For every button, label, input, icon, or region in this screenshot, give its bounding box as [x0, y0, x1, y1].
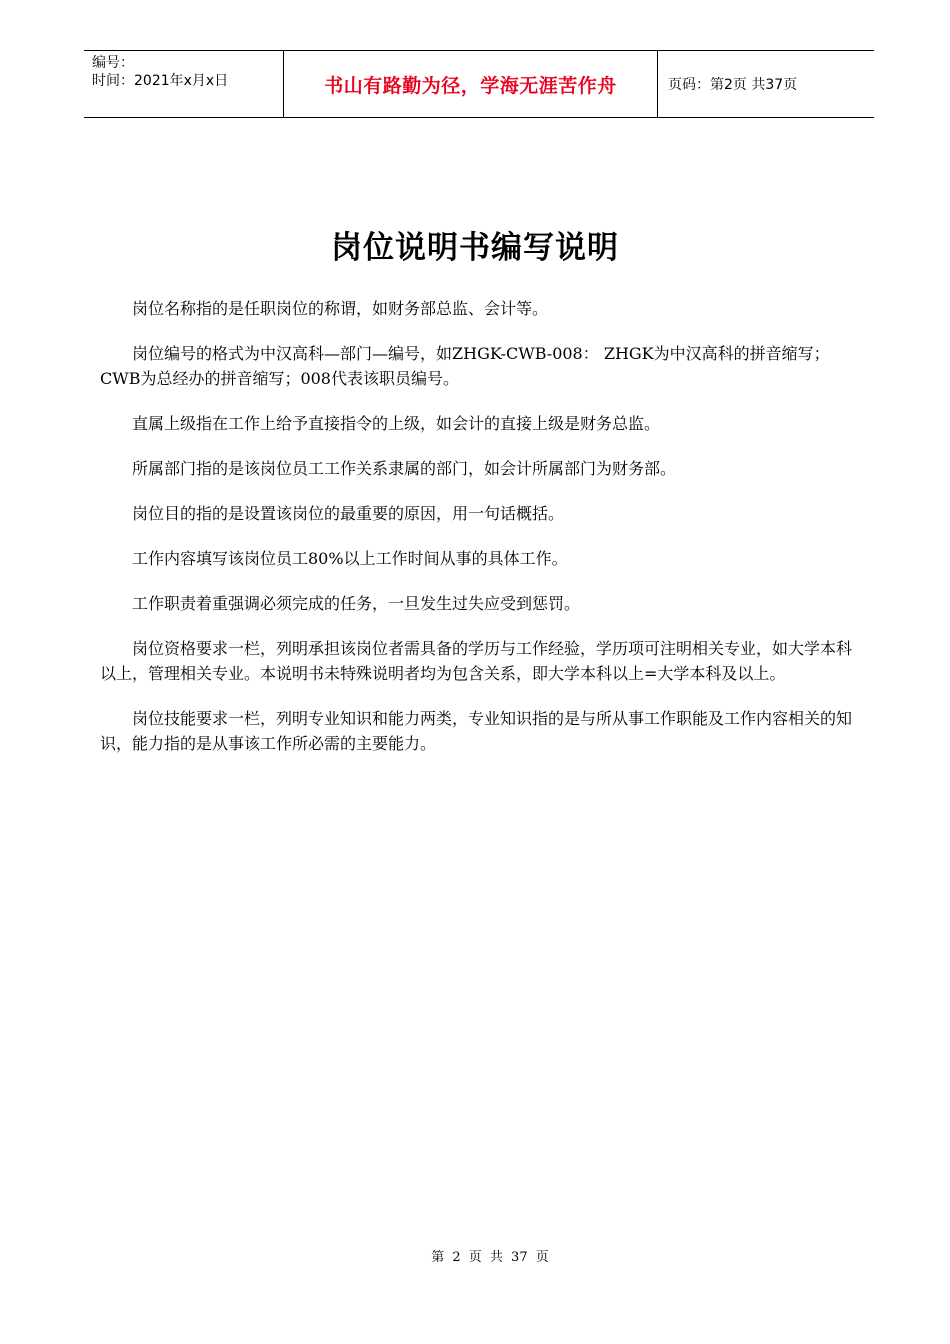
time-label: 时间：2021年x月x日 [92, 73, 229, 89]
header-meta [84, 51, 284, 117]
header-motto: 书山有路勤为径，学海无涯苦作舟 [284, 51, 658, 117]
document-body [100, 296, 860, 776]
paragraph: 岗位目的指的是设置该岗位的最重要的原因，用一句话概括。 [132, 504, 565, 523]
page-header [84, 50, 874, 118]
document-title: 岗位说明书编写说明 [331, 230, 619, 266]
paragraph: 岗位资格要求一栏，列明承担该岗位者需具备的学历与工作经验，学历项可注明相关专业，如大学本科以上，管理相关专业。本说明书未特殊说明者均为包含关系，即大学本科以上=大学本科及以上。 [100, 639, 853, 683]
header-page-info: 页码：第2页 共37页 [668, 77, 798, 93]
page-footer: 第 2 页 共 37 页 [431, 1250, 549, 1265]
paragraph: 岗位名称指的是任职岗位的称谓，如财务部总监、会计等。 [132, 299, 549, 318]
paragraph: 工作内容填写该岗位员工80%以上工作时间从事的具体工作。 [132, 549, 568, 568]
paragraph: 所属部门指的是该岗位员工工作关系隶属的部门，如会计所属部门为财务部。 [132, 459, 677, 478]
paragraph: 岗位编号的格式为中汉高科—部门—编号，如ZHGK-CWB-008： ZHGK为中汉高科的拼音缩写；CWB为总经办的拼音缩写；008代表该职员编号。 [100, 344, 830, 388]
paragraph: 工作职责着重强调必须完成的任务，一旦发生过失应受到惩罚。 [132, 594, 581, 613]
paragraph: 岗位技能要求一栏，列明专业知识和能力两类，专业知识指的是与所从事工作职能及工作内容相关的知识，能力指的是从事该工作所必需的主要能力。 [100, 709, 853, 753]
paragraph: 直属上级指在工作上给予直接指令的上级，如会计的直接上级是财务总监。 [132, 414, 661, 433]
serial-label: 编号： [92, 55, 134, 71]
